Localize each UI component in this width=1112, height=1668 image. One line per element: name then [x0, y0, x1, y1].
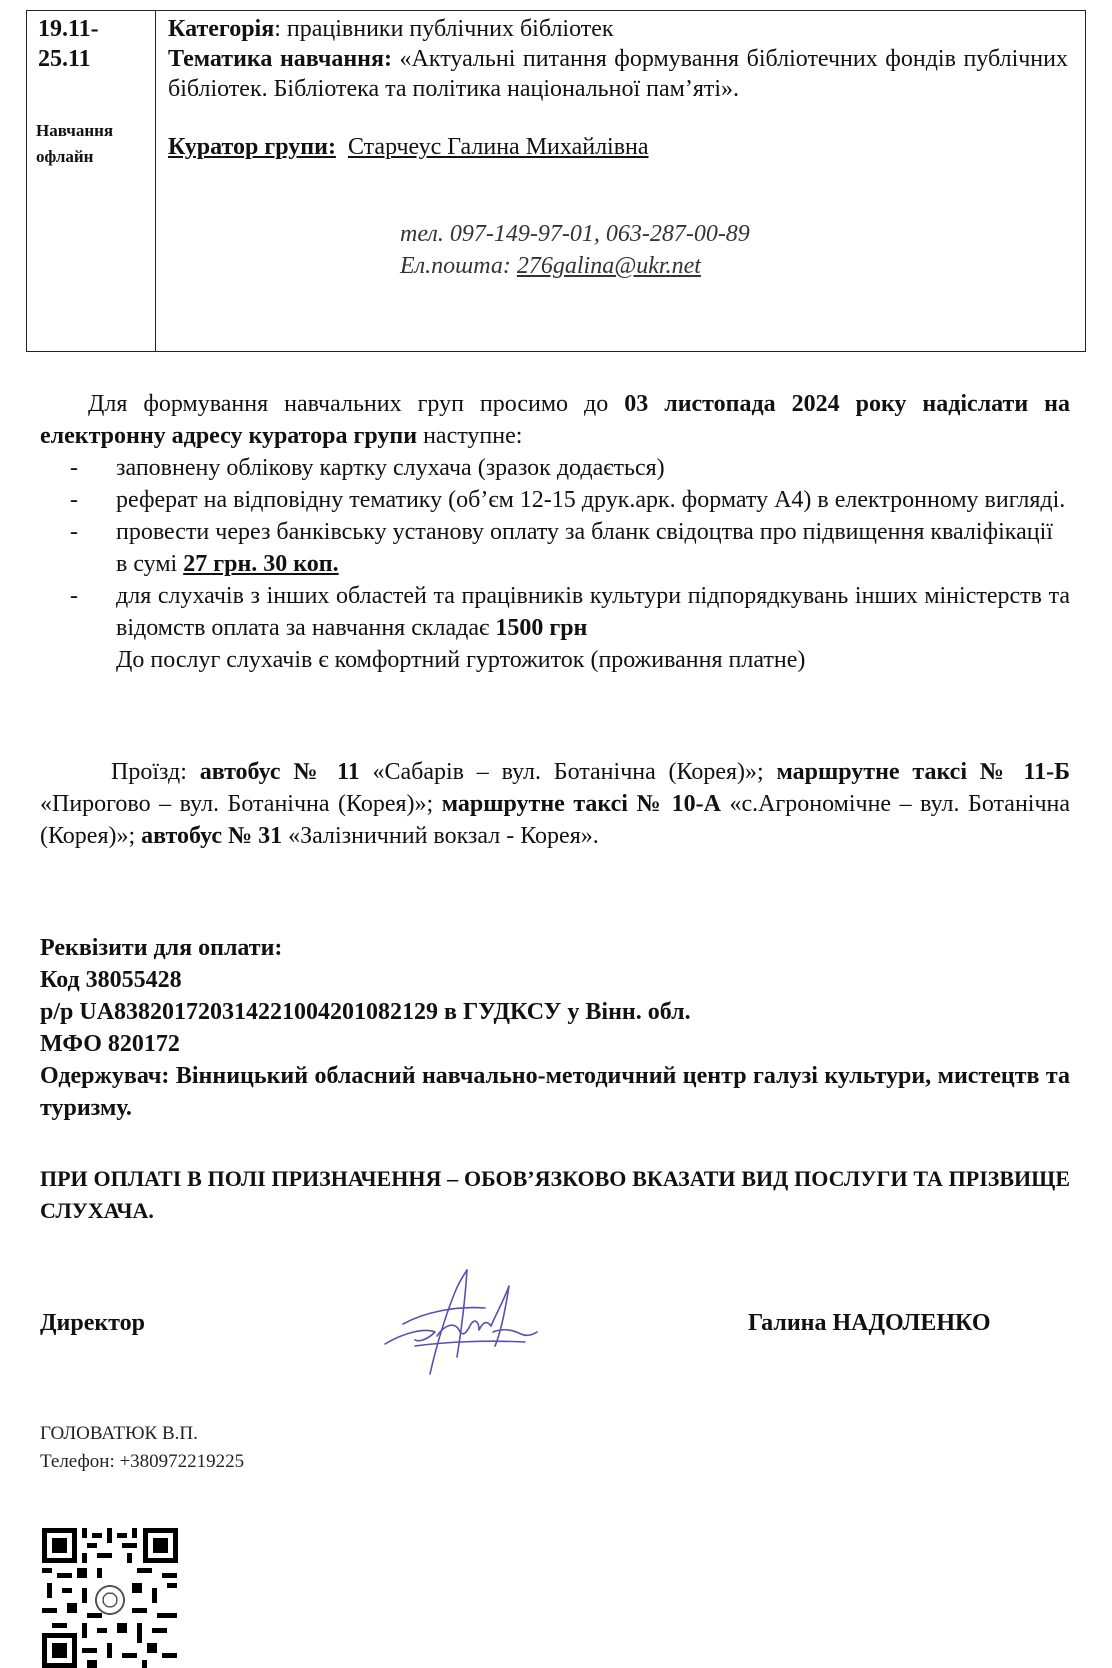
list-item: - реферат на відповідну тематику (об’єм 12-15 друк.арк. формату А4) в електронному вигляді. [70, 487, 1066, 513]
executor-name: ГОЛОВАТЮК В.П. [40, 1423, 198, 1444]
payment-recipient: Одержувач: Вінницький обласний навчально-методичний центр галузі культури, мистецтв та туризму. [40, 1063, 1070, 1121]
email-label: Ел.пошта: [400, 253, 517, 279]
transport-paragraph [40, 756, 1070, 852]
schedule-dates: 19.11- 25.11 [38, 16, 99, 72]
handwritten-signature [375, 1262, 545, 1387]
tuition-text: для слухачів з інших областей та працівників культури підпорядкувань інших міністерств та відомств оплата за навчання складає [116, 583, 1070, 641]
route-type: маршрутне таксі № 11-Б [776, 759, 1070, 785]
dormitory-note: До послуг слухачів є комфортний гуртожиток (проживання платне) [116, 647, 806, 673]
executor-info [40, 1420, 244, 1476]
route-type: автобус № 11 [199, 759, 360, 785]
deadline-text: 03 листопада 2024 року надіслати на електронну адресу куратора групи [40, 391, 1070, 449]
topic-line [168, 44, 1068, 104]
route-type: автобус № 31 [141, 823, 283, 849]
category-line [168, 14, 1068, 44]
qr-code [42, 1528, 178, 1668]
curator-contacts [400, 218, 750, 282]
training-mode: Навчання офлайн [36, 121, 114, 166]
fee-text: провести через банківську установу оплату за бланк свідоцтва про підвищення кваліфікації в сумі [116, 519, 1053, 577]
tuition-amount: 1500 грн [495, 615, 588, 641]
route-type: маршрутне таксі № 10-А [441, 791, 721, 817]
topic-label: Тематика навчання: [168, 46, 392, 72]
route-desc: «Сабарів – вул. Ботанічна (Корея)»; [359, 759, 777, 785]
category-label: Категорія [168, 16, 275, 42]
transport-label: Проїзд: [111, 759, 200, 785]
curator-email-link[interactable]: 276galina@ukr.net [516, 253, 701, 279]
executor-phone: Телефон: +380972219225 [40, 1451, 245, 1472]
curator-label: Куратор групи: [168, 134, 336, 160]
curator-email-line [400, 250, 750, 282]
list-item: - заповнену облікову картку слухача (зразок додається) [70, 455, 665, 481]
topic-value: «Актуальні питання формування бібліотечних фондів публічних бібліотек. Бібліотека та політика національної пам’яті». [168, 46, 1068, 102]
table-column-divider [155, 10, 156, 352]
route-desc: «Пирогово – вул. Ботанічна (Корея)»; [40, 791, 442, 817]
list-item: - для слухачів з інших областей та працівників культури підпорядкувань інших міністерств та відомств оплата за навчання складає 1500 грн [70, 583, 1070, 641]
course-details [168, 14, 1068, 162]
intro-text: Для формування навчальних груп просимо до [88, 391, 625, 417]
payment-code: Код 38055428 [40, 967, 182, 993]
director-name: Галина НАДОЛЕНКО [748, 1310, 991, 1336]
list-item: - провести через банківську установу оплату за бланк свідоцтва про підвищення кваліфікації в сумі 27 грн. 30 коп. [70, 519, 1053, 577]
intro-text-end: наступне: [417, 423, 523, 449]
curator-line [168, 132, 1068, 162]
category-value: : працівники публічних бібліотек [274, 16, 614, 42]
intro-paragraph [40, 388, 1070, 452]
payment-account: р/р UA838201720314221004201082129 в ГУДКСУ у Вінн. обл. [40, 999, 691, 1025]
curator-name: Старчеус Галина Михайлівна [347, 134, 649, 160]
payment-warning: ПРИ ОПЛАТІ В ПОЛІ ПРИЗНАЧЕННЯ – ОБОВ’ЯЗКОВО ВКАЗАТИ ВИД ПОСЛУГИ ТА ПРІЗВИЩЕ СЛУХАЧА. [40, 1166, 1070, 1223]
request-section [40, 388, 1070, 676]
route-desc: «Залізничний вокзал - Корея». [282, 823, 599, 849]
director-title: Директор [40, 1310, 145, 1336]
payment-heading: Реквізити для оплати: [40, 935, 283, 961]
payment-details [40, 932, 1070, 1124]
payment-mfo: МФО 820172 [40, 1031, 180, 1057]
fee-amount: 27 грн. 30 коп. [183, 551, 339, 577]
route-desc: «с.Агрономічне – вул. Ботанічна (Корея)»; [40, 791, 1071, 849]
curator-phone: тел. 097-149-97-01, 063-287-00-89 [400, 221, 750, 247]
requirements-list [40, 452, 1070, 644]
